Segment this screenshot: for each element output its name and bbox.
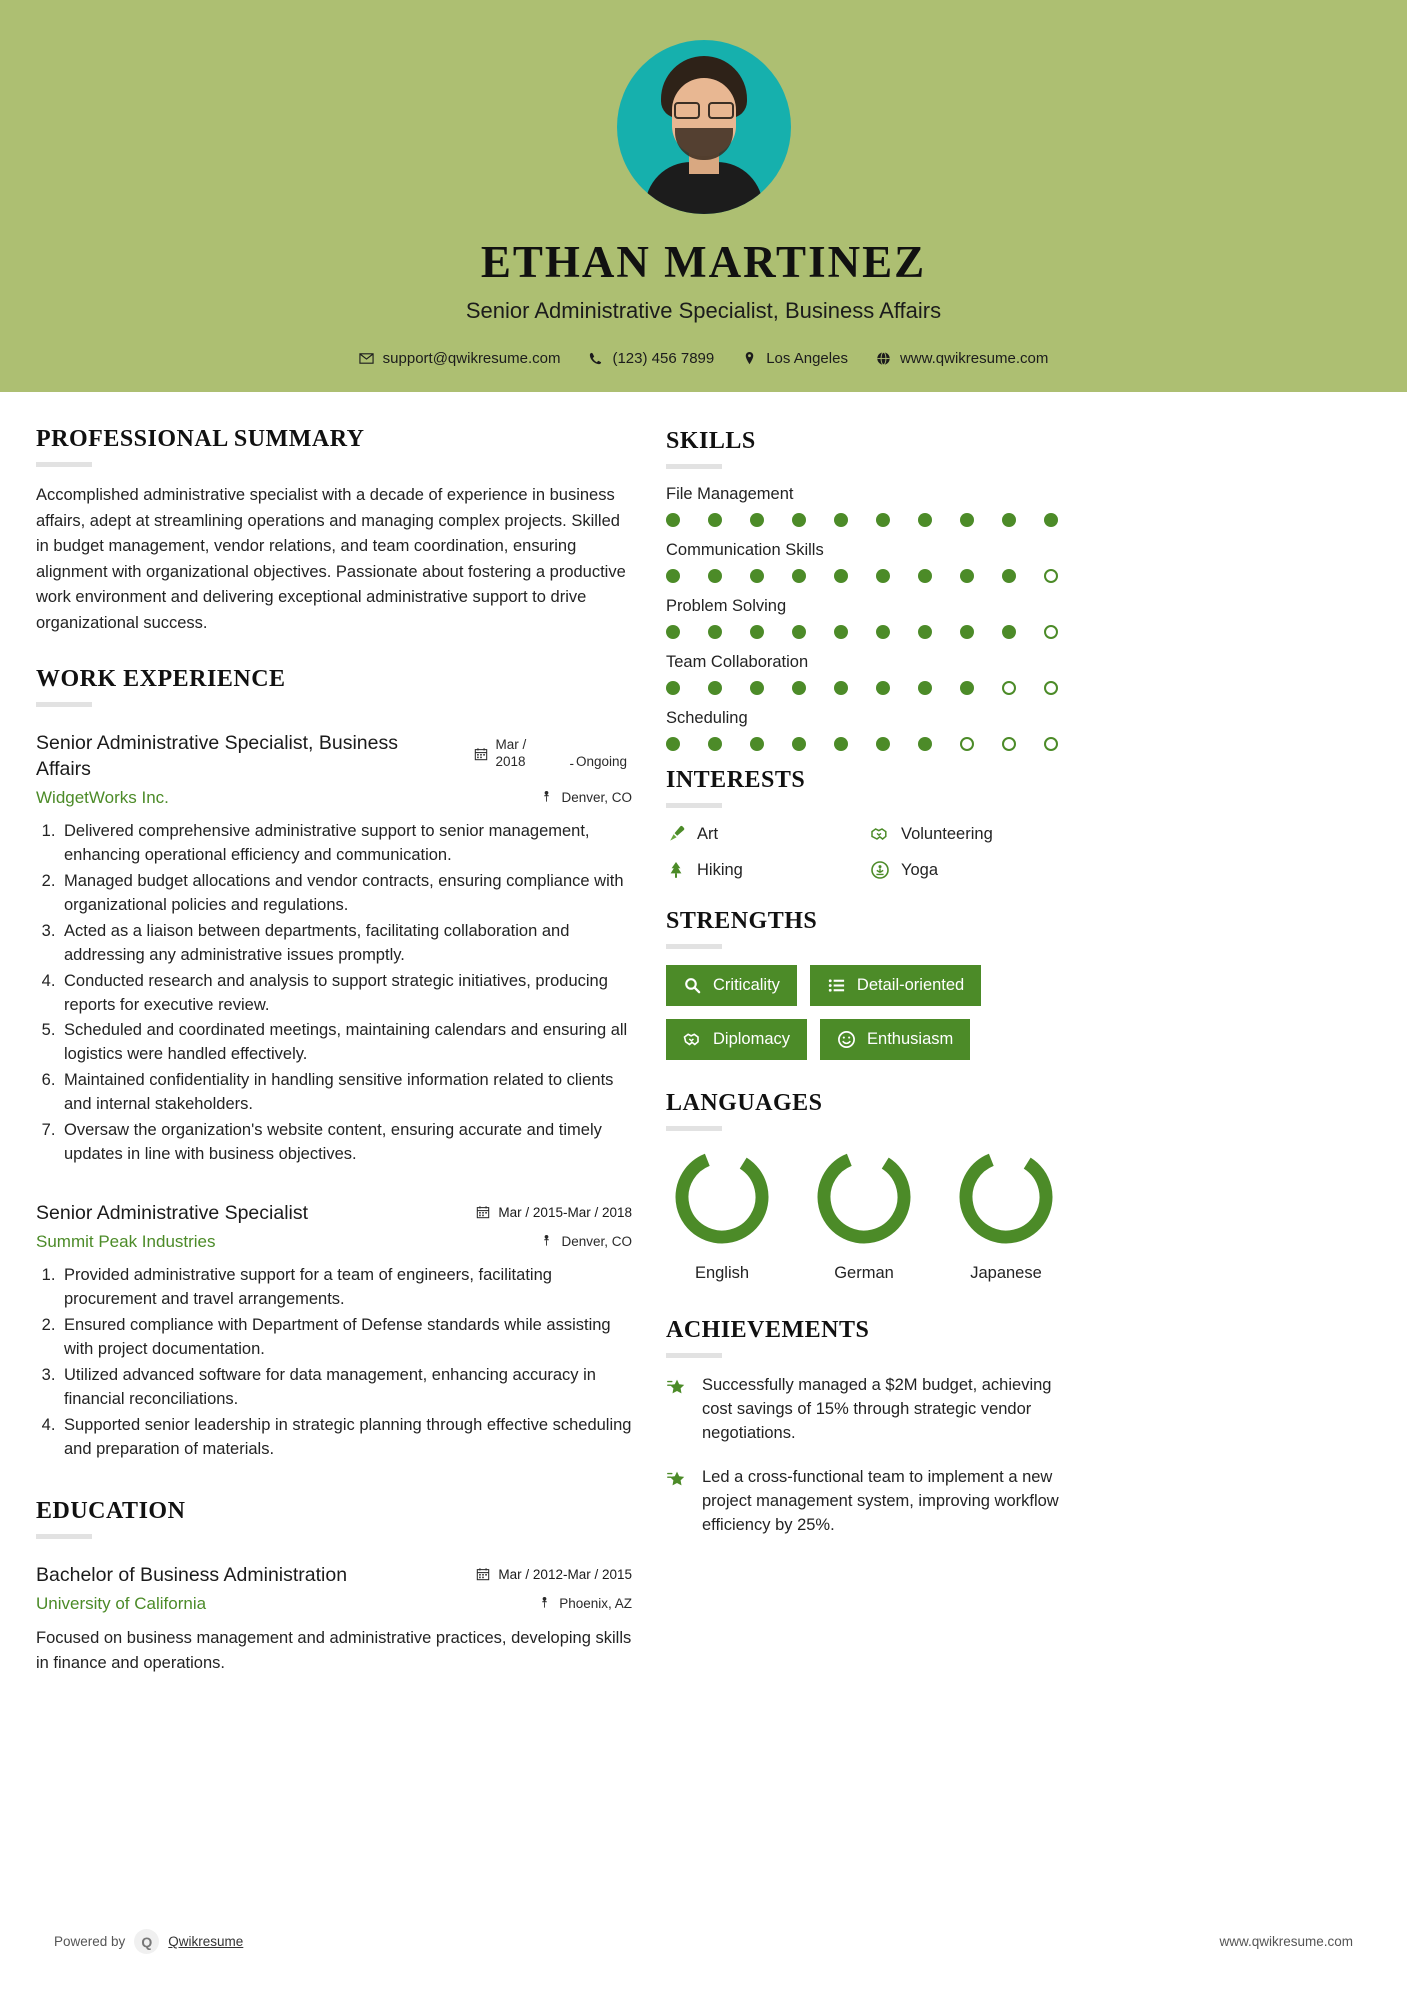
work-role: Senior Administrative Specialist, Business Affairs	[36, 732, 398, 780]
language-progress-ring	[672, 1147, 772, 1247]
rating-dot-filled	[1044, 513, 1058, 527]
map-pin-icon	[540, 790, 555, 805]
left-column	[36, 426, 632, 1676]
handshake-icon	[683, 1030, 702, 1049]
work-organization: WidgetWorks Inc.	[36, 788, 169, 808]
education-description: Focused on business management and administrative practices, developing skills in finance and operations.	[36, 1629, 632, 1672]
skill-label: Team Collaboration	[666, 653, 809, 671]
rating-dot-empty	[1002, 737, 1016, 751]
list-item: 4. Conducted research and analysis to support strategic initiatives, producing reports for executive review.	[60, 970, 632, 1018]
work-meta	[474, 731, 633, 771]
rating-dot-filled	[792, 737, 806, 751]
list-item: 2. Ensured compliance with Department of Defense standards while assisting with project documentation.	[60, 1314, 632, 1362]
rating-dot-filled	[750, 569, 764, 583]
rating-dot-filled	[708, 681, 722, 695]
rating-dot-filled	[918, 681, 932, 695]
avatar-glasses-icon	[674, 102, 734, 115]
strength-label: Detail-oriented	[856, 976, 965, 994]
achievement-text: Successfully managed a $2M budget, achieving cost savings of 15% through strategic vendor negotiations.	[702, 1376, 1052, 1442]
skill-item	[666, 541, 1074, 583]
heading-rule	[36, 462, 92, 467]
language-label: English	[694, 1264, 750, 1282]
rating-dot-filled	[876, 625, 890, 639]
summary-text: Accomplished administrative specialist with a decade of experience in business affairs, adept at streamlining operations and managing complex projects. Skilled in budget management, vendor relations, and team coordination, ensuring alignment with organizational objectives. Passionate about fostering a productive work environment and delivering exceptional administrative support to drive organizational success.	[36, 486, 626, 632]
rating-dot-filled	[792, 681, 806, 695]
rating-dot-filled	[960, 625, 974, 639]
job-title: Senior Administrative Specialist, Business Affairs	[465, 298, 942, 323]
strength-badge-enthusiasm	[820, 1019, 970, 1060]
handshake-icon	[870, 824, 890, 844]
rating-dot-filled	[750, 625, 764, 639]
smiley-icon	[837, 1030, 856, 1049]
strength-label: Enthusiasm	[867, 1030, 954, 1048]
skill-label: Problem Solving	[666, 597, 787, 615]
phone-icon	[588, 351, 603, 366]
rating-dot-empty	[1002, 681, 1016, 695]
work-date-end: Ongoing	[576, 754, 628, 770]
strength-badge-criticality	[666, 965, 797, 1006]
education-entry	[36, 1563, 632, 1676]
heading-rule	[36, 1534, 92, 1539]
rating-dot-filled	[876, 569, 890, 583]
footer-website: www.qwikresume.com	[1219, 1934, 1353, 1949]
work-bullets	[60, 820, 632, 1167]
powered-by-label: Powered by	[54, 1934, 126, 1949]
rating-dot-filled	[666, 513, 680, 527]
list-item: 4. Supported senior leadership in strategic planning through effective scheduling and preparation of materials.	[60, 1414, 632, 1462]
rating-dot-filled	[708, 625, 722, 639]
avatar	[617, 40, 791, 214]
rating-dot-filled	[1002, 569, 1016, 583]
skill-rating	[666, 569, 1074, 583]
rating-dot-filled	[876, 681, 890, 695]
contact-row	[0, 350, 1407, 367]
heading-rule	[666, 944, 722, 949]
work-location	[540, 790, 632, 805]
list-item: 7. Oversaw the organization's website content, ensuring accurate and timely updates in line with business objectives.	[60, 1119, 632, 1167]
location-pin-icon	[742, 351, 757, 366]
skill-item	[666, 709, 1074, 751]
rating-dot-filled	[960, 681, 974, 695]
rating-dot-filled	[918, 625, 932, 639]
rating-dot-filled	[792, 569, 806, 583]
skills-list	[666, 485, 1074, 751]
list-item: 6. Maintained confidentiality in handling sensitive information related to clients and internal stakeholders.	[60, 1069, 632, 1117]
rating-dot-filled	[666, 681, 680, 695]
section-heading-achievements: ACHIEVEMENTS	[666, 1317, 870, 1343]
skill-item	[666, 653, 1074, 695]
list-item: 1. Delivered comprehensive administrative support to senior management, enhancing operational efficiency and communication.	[60, 820, 632, 868]
envelope-icon	[359, 351, 374, 366]
language-progress-ring	[956, 1147, 1056, 1247]
yoga-icon	[870, 860, 890, 880]
interest-label: Volunteering	[901, 824, 993, 843]
work-entry	[36, 731, 632, 1167]
rating-dot-filled	[960, 513, 974, 527]
achievement-item	[666, 1374, 1074, 1446]
rating-dot-filled	[834, 625, 848, 639]
rating-dot-empty	[1044, 681, 1058, 695]
section-heading-strengths: STRENGTHS	[666, 908, 818, 934]
star-badge-icon	[666, 1469, 688, 1491]
interest-item	[870, 824, 1074, 844]
rating-dot-filled	[876, 737, 890, 751]
rating-dot-filled	[834, 513, 848, 527]
rating-dot-empty	[1044, 569, 1058, 583]
magnifier-icon	[683, 976, 702, 995]
language-item	[808, 1147, 920, 1283]
rating-dot-filled	[1002, 513, 1016, 527]
language-label: German	[834, 1264, 894, 1282]
rating-dot-filled	[1002, 625, 1016, 639]
skill-label: Scheduling	[666, 709, 748, 727]
qwikresume-link[interactable]: Qwikresume	[168, 1934, 244, 1949]
skill-rating	[666, 625, 1074, 639]
rating-dot-filled	[834, 681, 848, 695]
rating-dot-empty	[1044, 737, 1058, 751]
achievement-item	[666, 1466, 1074, 1538]
rating-dot-filled	[918, 737, 932, 751]
work-bullets	[60, 1264, 632, 1461]
rating-dot-filled	[708, 737, 722, 751]
section-heading-work: WORK EXPERIENCE	[36, 666, 286, 693]
skill-label: File Management	[666, 485, 794, 503]
list-item: 1. Provided administrative support for a team of engineers, facilitating procurement and travel arrangements.	[60, 1264, 632, 1312]
section-heading-skills: SKILLS	[666, 428, 756, 454]
rating-dot-filled	[666, 625, 680, 639]
work-date-separator: -	[569, 756, 574, 772]
list-item: 5. Scheduled and coordinated meetings, maintaining calendars and ensuring all logistics were handled effectively.	[60, 1019, 632, 1067]
tree-icon	[666, 860, 686, 880]
interest-label: Art	[697, 824, 719, 843]
work-meta	[476, 1205, 632, 1220]
interest-label: Hiking	[697, 860, 743, 879]
resume-body	[0, 392, 1407, 1676]
work-location-text: Denver, CO	[561, 790, 632, 806]
star-badge-icon	[666, 1377, 688, 1399]
rating-dot-empty	[1044, 625, 1058, 639]
page-footer	[0, 1929, 1407, 1954]
section-heading-languages: LANGUAGES	[666, 1090, 823, 1116]
list-item: 2. Managed budget allocations and vendor contracts, ensuring compliance with organizational policies and regulations.	[60, 870, 632, 918]
map-pin-icon	[538, 1596, 553, 1611]
skill-rating	[666, 513, 1074, 527]
section-heading-summary: PROFESSIONAL SUMMARY	[36, 426, 365, 452]
skill-item	[666, 597, 1074, 639]
contact-email[interactable]	[350, 350, 570, 367]
work-entry	[36, 1201, 632, 1462]
map-pin-icon	[540, 1234, 555, 1249]
list-icon	[827, 976, 846, 995]
education-meta	[476, 1567, 632, 1582]
interest-item	[666, 860, 870, 880]
rating-dot-filled	[792, 513, 806, 527]
work-date-range: Mar / 2015-Mar / 2018	[498, 1204, 632, 1220]
strength-badge-diplomacy	[666, 1019, 807, 1060]
contact-email-text: support@qwikresume.com	[382, 350, 561, 367]
rating-dot-filled	[918, 569, 932, 583]
skill-rating	[666, 681, 1074, 695]
globe-icon	[876, 351, 891, 366]
achievement-text: Led a cross-functional team to implement a new project management system, improving workflow efficiency by 25%.	[702, 1467, 1059, 1534]
heading-rule	[666, 1353, 722, 1358]
section-heading-interests: INTERESTS	[666, 767, 806, 793]
skill-label: Communication Skills	[666, 541, 824, 559]
language-item	[666, 1147, 778, 1283]
rating-dot-filled	[960, 569, 974, 583]
interest-label: Yoga	[901, 860, 939, 879]
work-location	[540, 1234, 632, 1249]
heading-rule	[36, 702, 92, 707]
contact-website-text: www.qwikresume.com	[899, 350, 1049, 367]
rating-dot-empty	[960, 737, 974, 751]
education-degree: Bachelor of Business Administration	[36, 1563, 348, 1586]
rating-dot-filled	[918, 513, 932, 527]
rating-dot-filled	[750, 681, 764, 695]
page-title: ETHAN MARTINEZ	[480, 237, 927, 287]
rating-dot-filled	[792, 625, 806, 639]
strength-label: Criticality	[713, 976, 780, 994]
calendar-icon	[476, 1205, 491, 1220]
heading-rule	[666, 464, 722, 469]
resume-header	[0, 0, 1407, 392]
education-location	[538, 1596, 632, 1611]
rating-dot-filled	[666, 737, 680, 751]
list-item: 3. Acted as a liaison between departments, facilitating collaboration and addressing any administrative issues promptly.	[60, 920, 632, 968]
work-role: Senior Administrative Specialist	[36, 1201, 309, 1224]
rating-dot-filled	[834, 569, 848, 583]
avatar-beard	[675, 128, 733, 160]
rating-dot-filled	[876, 513, 890, 527]
education-location-text: Phoenix, AZ	[559, 1596, 632, 1612]
language-item	[950, 1147, 1062, 1283]
interests-list	[666, 824, 1074, 880]
powered-by-block	[54, 1929, 243, 1954]
calendar-icon	[476, 1567, 491, 1582]
language-progress-ring	[814, 1147, 914, 1247]
contact-website[interactable]	[867, 350, 1057, 367]
interest-item	[870, 860, 1074, 880]
rating-dot-filled	[750, 513, 764, 527]
heading-rule	[666, 803, 722, 808]
rating-dot-filled	[750, 737, 764, 751]
strengths-list	[666, 965, 1074, 1060]
list-item: 3. Utilized advanced software for data management, enhancing accuracy in financial reconciliations.	[60, 1364, 632, 1412]
contact-location[interactable]	[733, 350, 857, 367]
contact-phone[interactable]	[579, 350, 723, 367]
skill-rating	[666, 737, 1074, 751]
work-date-start: Mar / 2018	[495, 737, 527, 770]
language-label: Japanese	[970, 1264, 1042, 1282]
interest-item	[666, 824, 870, 844]
right-column	[666, 426, 1074, 1676]
work-organization: Summit Peak Industries	[36, 1232, 216, 1252]
contact-phone-text: (123) 456 7899	[612, 350, 715, 367]
rating-dot-filled	[708, 513, 722, 527]
section-heading-education: EDUCATION	[36, 1497, 186, 1524]
rating-dot-filled	[834, 737, 848, 751]
strength-label: Diplomacy	[713, 1030, 791, 1048]
skill-item	[666, 485, 1074, 527]
calendar-icon	[474, 747, 489, 762]
qwikresume-logo-icon: Q	[134, 1929, 159, 1954]
strength-badge-detail-oriented	[810, 965, 981, 1006]
heading-rule	[666, 1126, 722, 1131]
languages-list	[666, 1147, 1074, 1283]
education-date-range: Mar / 2012-Mar / 2015	[498, 1566, 632, 1582]
education-school: University of California	[36, 1594, 207, 1614]
rating-dot-filled	[708, 569, 722, 583]
rating-dot-filled	[666, 569, 680, 583]
paintbrush-icon	[666, 824, 686, 844]
contact-location-text: Los Angeles	[766, 350, 848, 367]
work-location-text: Denver, CO	[561, 1234, 632, 1250]
